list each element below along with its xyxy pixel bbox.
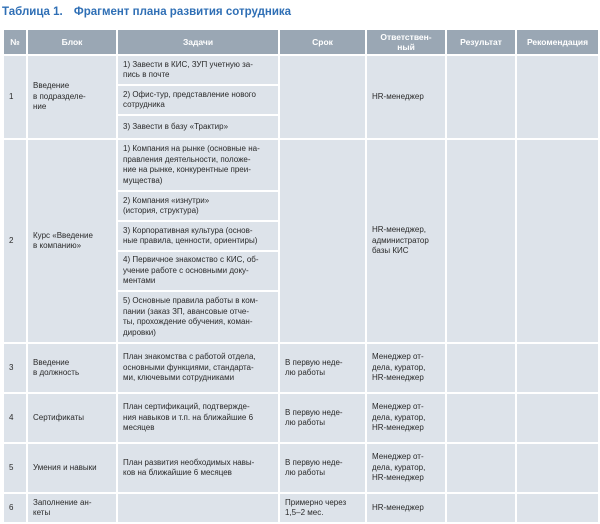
row-result — [447, 140, 515, 342]
row-result — [447, 494, 515, 522]
row-result — [447, 344, 515, 392]
col-block-header: Блок — [28, 30, 116, 54]
row-task: 2) Компания «изнутри» (история, структура) — [118, 192, 278, 220]
row-recommendation — [517, 444, 598, 492]
table-title — [2, 3, 291, 21]
row-task: 3) Корпоративная культура (основ- ные правила, ценности, ориентиры) — [118, 222, 278, 250]
col-term-header: Срок — [280, 30, 365, 54]
table-body — [4, 56, 598, 522]
table-number: Таблица 1. — [2, 6, 63, 18]
table-header — [4, 30, 598, 54]
row-recommendation — [517, 494, 598, 522]
row-recommendation — [517, 56, 598, 138]
row-block: Умения и навыки — [28, 444, 116, 492]
row-term: В первую неде- лю работы — [280, 444, 365, 492]
row-number: 3 — [4, 344, 26, 392]
row-responsible: HR-менеджер — [367, 494, 445, 522]
row-task — [118, 494, 278, 522]
row-responsible: HR-менеджер — [367, 56, 445, 138]
row-recommendation — [517, 394, 598, 442]
table-row — [4, 56, 598, 84]
row-number: 5 — [4, 444, 26, 492]
row-task: План знакомства с работой отдела, основными функциями, стандарта- ми, ключевыми сотрудниками — [118, 344, 278, 392]
row-responsible: Менеджер от- дела, куратор, HR-менеджер — [367, 344, 445, 392]
row-task: 4) Первичное знакомство с КИС, об- учение работе с основными доку- ментами — [118, 252, 278, 290]
row-term — [280, 140, 365, 342]
row-block: Введение в подразделе- ние — [28, 56, 116, 138]
row-number: 4 — [4, 394, 26, 442]
row-block: Введение в должность — [28, 344, 116, 392]
row-number: 6 — [4, 494, 26, 522]
row-number: 2 — [4, 140, 26, 342]
row-block: Курс «Введение в компанию» — [28, 140, 116, 342]
row-responsible: Менеджер от- дела, куратор, HR-менеджер — [367, 444, 445, 492]
row-task: План сертификаций, подтвержде- ния навыков и т.п. на ближайшие 6 месяцев — [118, 394, 278, 442]
row-recommendation — [517, 344, 598, 392]
row-responsible: Менеджер от- дела, куратор, HR-менеджер — [367, 394, 445, 442]
row-result — [447, 394, 515, 442]
row-term — [280, 56, 365, 138]
col-recommendation-header: Рекомендация — [517, 30, 598, 54]
row-number: 1 — [4, 56, 26, 138]
col-number-header: № — [4, 30, 26, 54]
row-result — [447, 444, 515, 492]
development-plan-table — [2, 28, 600, 524]
row-responsible: HR-менеджер, администратор базы КИС — [367, 140, 445, 342]
row-term: В первую неде- лю работы — [280, 394, 365, 442]
table-row — [4, 344, 598, 392]
col-result-header: Результат — [447, 30, 515, 54]
row-block: Заполнение ан- кеты — [28, 494, 116, 522]
row-task: 1) Компания на рынке (основные на- правления деятельности, положе- ние на рынке, конкурентные преи- мущества) — [118, 140, 278, 190]
row-task: План развития необходимых навы- ков на ближайшие 6 месяцев — [118, 444, 278, 492]
row-task: 1) Завести в КИС, ЗУП учетную за- пись в почте — [118, 56, 278, 84]
table-caption: Фрагмент плана развития сотрудника — [73, 6, 292, 18]
row-term: Примерно через 1,5–2 мес. — [280, 494, 365, 522]
row-task: 5) Основные правила работы в ком- пании (заказ ЗП, авансовые отче- ты, прохождение обучения, коман- дировки) — [118, 292, 278, 342]
table-row — [4, 444, 598, 492]
table-row — [4, 140, 598, 190]
table-row — [4, 394, 598, 442]
row-task: 3) Завести в базу «Трактир» — [118, 116, 278, 138]
row-term: В первую неде- лю работы — [280, 344, 365, 392]
row-block: Сертификаты — [28, 394, 116, 442]
col-responsible-header: Ответствен- ный — [367, 30, 445, 54]
row-task: 2) Офис-тур, представление нового сотрудника — [118, 86, 278, 114]
row-result — [447, 56, 515, 138]
col-tasks-header: Задачи — [118, 30, 278, 54]
table-row — [4, 494, 598, 522]
row-recommendation — [517, 140, 598, 342]
